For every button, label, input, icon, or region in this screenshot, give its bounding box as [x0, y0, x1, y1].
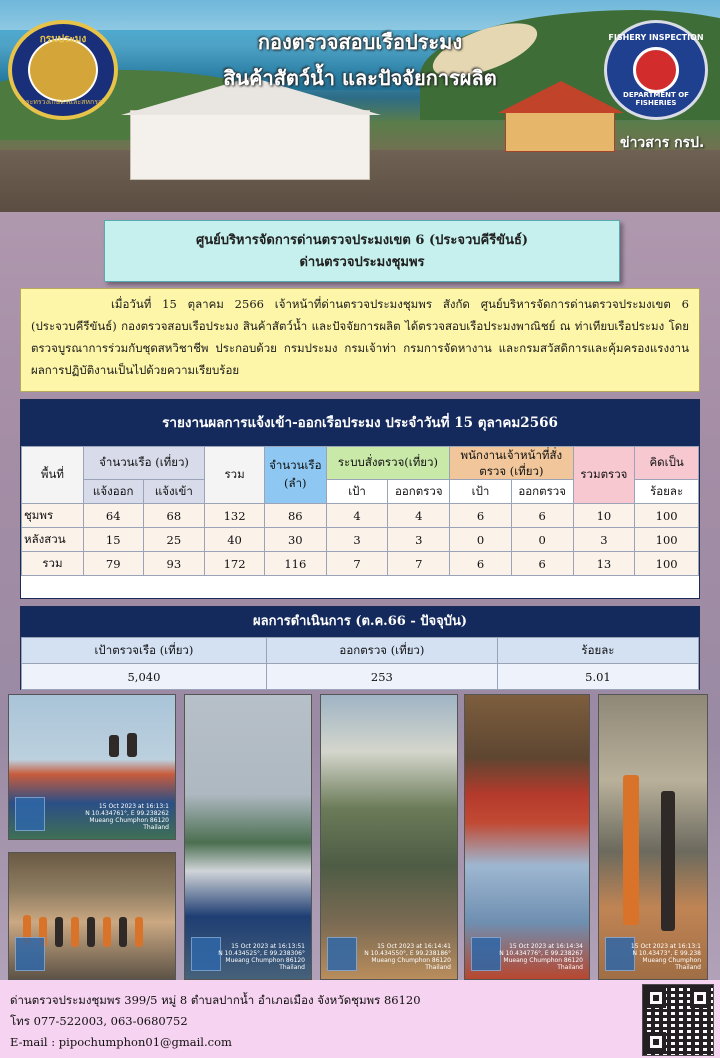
cell-area: รวม: [22, 552, 84, 576]
header-title-line1: กองตรวจสอบเรือประมง: [257, 30, 463, 54]
cell-sys-target: 3: [326, 528, 388, 552]
location-badge-icon: [15, 797, 45, 831]
results-value-inspected: 253: [266, 664, 497, 690]
cell-total: 172: [205, 552, 265, 576]
cell-off-inspect: 6: [511, 504, 573, 528]
photo-stamp: 15 Oct 2023 at 16:13:51 N 10.434525°, E 99.238306° Mueang Chumphon 86120 Thailand: [218, 943, 305, 971]
photo-fishing-nets: [320, 694, 458, 980]
cell-total-inspect: 13: [573, 552, 635, 576]
cell-sys-inspect: 3: [388, 528, 450, 552]
photo-fishing-boat-crew: [8, 694, 176, 840]
cell-total: 132: [205, 504, 265, 528]
footer-contact: [0, 980, 720, 1058]
logo-right-bottom-text: DEPARTMENT OF FISHERIES: [623, 91, 689, 107]
header-percent: คิดเป็น: [635, 447, 699, 480]
temple-white: [130, 110, 370, 180]
results-value-target: 5,040: [22, 664, 267, 690]
table-row-total: [22, 552, 699, 576]
cell-total-inspect: 10: [573, 504, 635, 528]
fishery-inspection-logo: [604, 20, 708, 120]
photo-team-at-pier: [8, 852, 176, 980]
footer-email[interactable]: E-mail : pipochumphon01@gmail.com: [10, 1035, 232, 1049]
header-area: พื้นที่: [22, 447, 84, 504]
fishery-inspection-emblem-icon: [633, 47, 679, 93]
results-value-percent: 5.01: [497, 664, 698, 690]
logo-right-top-text: FISHERY INSPECTION: [608, 33, 704, 42]
report-table: [21, 446, 699, 576]
header-boat-count-unit: (ลำ): [284, 476, 307, 490]
report-panel: [20, 399, 700, 599]
cell-boats: 86: [264, 504, 326, 528]
logo-left-top-text: กรมประมง: [39, 34, 87, 45]
cell-percent: 100: [635, 552, 699, 576]
cell-in: 68: [143, 504, 205, 528]
header-total: รวม: [205, 447, 265, 504]
header-sys-inspected: ออกตรวจ: [388, 480, 450, 504]
cell-off-inspect: 6: [511, 552, 573, 576]
center-name-box: [104, 220, 620, 282]
qr-code-icon[interactable]: [642, 984, 714, 1056]
table-row: [22, 528, 699, 552]
cell-sys-target: 4: [326, 504, 388, 528]
header-total-inspect: รวมตรวจ: [573, 447, 635, 504]
photo-officers-inspection: [598, 694, 708, 980]
cell-sys-inspect: 7: [388, 552, 450, 576]
results-header-inspected: ออกตรวจ (เที่ยว): [266, 638, 497, 664]
results-header-target: เป้าตรวจเรือ (เที่ยว): [22, 638, 267, 664]
cell-off-target: 6: [450, 552, 512, 576]
header-officer-order: พนักงานเจ้าหน้าที่สั่งตรวจ (เที่ยว): [450, 447, 573, 480]
header-out: แจ้งออก: [83, 480, 143, 504]
photo-stamp: 15 Oct 2023 at 16:13:1 N 10.43473°, E 99.238 Mueang Chumphon Thailand: [630, 943, 701, 971]
cell-out: 64: [83, 504, 143, 528]
cell-in: 93: [143, 552, 205, 576]
footer-address: ด่านตรวจประมงชุมพร 399/5 หมู่ 8 ตำบลปากน้ำ อำเภอเมือง จังหวัดชุมพร 86120: [10, 993, 421, 1007]
results-panel: [20, 606, 700, 690]
header-percent-unit: ร้อยละ: [635, 480, 699, 504]
center-name-line2: ด่านตรวจประมงชุมพร: [299, 255, 425, 270]
location-badge-icon: [15, 937, 45, 971]
logo-left-bottom-text: กระทรวงเกษตรและสหกรณ์: [21, 98, 105, 106]
location-badge-icon: [471, 937, 501, 971]
table-row: [22, 504, 699, 528]
temple-red: [505, 110, 615, 152]
cell-boats: 116: [264, 552, 326, 576]
header-banner: [0, 0, 720, 212]
center-name-line1: ศูนย์บริหารจัดการด่านตรวจประมงเขต 6 (ประจวบคีรีขันธ์): [195, 233, 529, 248]
header-off-target: เป้า: [450, 480, 512, 504]
cell-out: 79: [83, 552, 143, 576]
cell-sys-target: 7: [326, 552, 388, 576]
cell-in: 25: [143, 528, 205, 552]
footer-phone: โทร 077-522003, 063-0680752: [10, 1014, 188, 1028]
location-badge-icon: [327, 937, 357, 971]
cell-off-inspect: 0: [511, 528, 573, 552]
cell-area: ชุมพร: [22, 504, 84, 528]
cell-percent: 100: [635, 504, 699, 528]
header-sys-target: เป้า: [326, 480, 388, 504]
news-label: ข่าวสาร กรป.: [620, 135, 705, 151]
news-paragraph: เมื่อวันที่ 15 ตุลาคม 2566 เจ้าหน้าที่ด่านตรวจประมงชุมพร สังกัด ศูนย์บริหารจัดการด่านตรวจประมงเขต 6 (ประจวบคีรีขันธ์) กองตรวจสอบเรือประมง สินค้าสัตว์น้ำ และปัจจัยการผลิต ได้ตรวจสอบเรือประมงพาณิชย์ ณ ท่าเทียบเรือประมง โดยตรวจบูรณาการร่วมกับชุดสหวิชาชีพ ประกอบด้วย กรมประมง กรมเจ้าท่า กรมการจัดหางาน และกรมสวัสดิการและคุ้มครองแรงงาน ผลการปฏิบัติงานเป็นไปด้วยความเรียบร้อย: [31, 297, 689, 377]
results-header-percent: ร้อยละ: [497, 638, 698, 664]
header-boat-count-label: จำนวนเรือ: [269, 458, 322, 472]
photo-stamp: 15 Oct 2023 at 16:14:41 N 10.434550°, E 99.238186° Mueang Chumphon 86120 Thailand: [364, 943, 451, 971]
cell-off-target: 0: [450, 528, 512, 552]
header-boat-trips: จำนวนเรือ (เที่ยว): [83, 447, 204, 480]
cell-out: 15: [83, 528, 143, 552]
report-title: รายงานผลการแจ้งเข้า-ออกเรือประมง ประจำวันที่ 15 ตุลาคม2566: [21, 400, 699, 446]
cell-area: หลังสวน: [22, 528, 84, 552]
location-badge-icon: [191, 937, 221, 971]
photo-stamp: 15 Oct 2023 at 16:13:1 N 10.434761°, E 99.238262 Mueang Chumphon 86120 Thailand: [85, 803, 169, 831]
header-boat-count: [264, 447, 326, 504]
results-title: ผลการดำเนินการ (ต.ค.66 - ปัจจุบัน): [21, 607, 699, 637]
cell-sys-inspect: 4: [388, 504, 450, 528]
results-table: [21, 637, 699, 690]
photo-fish-hold: [464, 694, 590, 980]
news-paragraph-box: [20, 288, 700, 392]
cell-total: 40: [205, 528, 265, 552]
cell-boats: 30: [264, 528, 326, 552]
photo-boat-hull: [184, 694, 312, 980]
header-in: แจ้งเข้า: [143, 480, 205, 504]
header-system-order: ระบบสั่งตรวจ(เที่ยว): [326, 447, 449, 480]
cell-percent: 100: [635, 528, 699, 552]
photo-stamp: 15 Oct 2023 at 16:14:34 N 10.434776°, E 99.238267 Mueang Chumphon 86120 Thailand: [499, 943, 583, 971]
header-off-inspected: ออกตรวจ: [511, 480, 573, 504]
header-title-line2: สินค้าสัตว์น้ำ และปัจจัยการผลิต: [223, 66, 497, 90]
cell-off-target: 6: [450, 504, 512, 528]
cell-total-inspect: 3: [573, 528, 635, 552]
